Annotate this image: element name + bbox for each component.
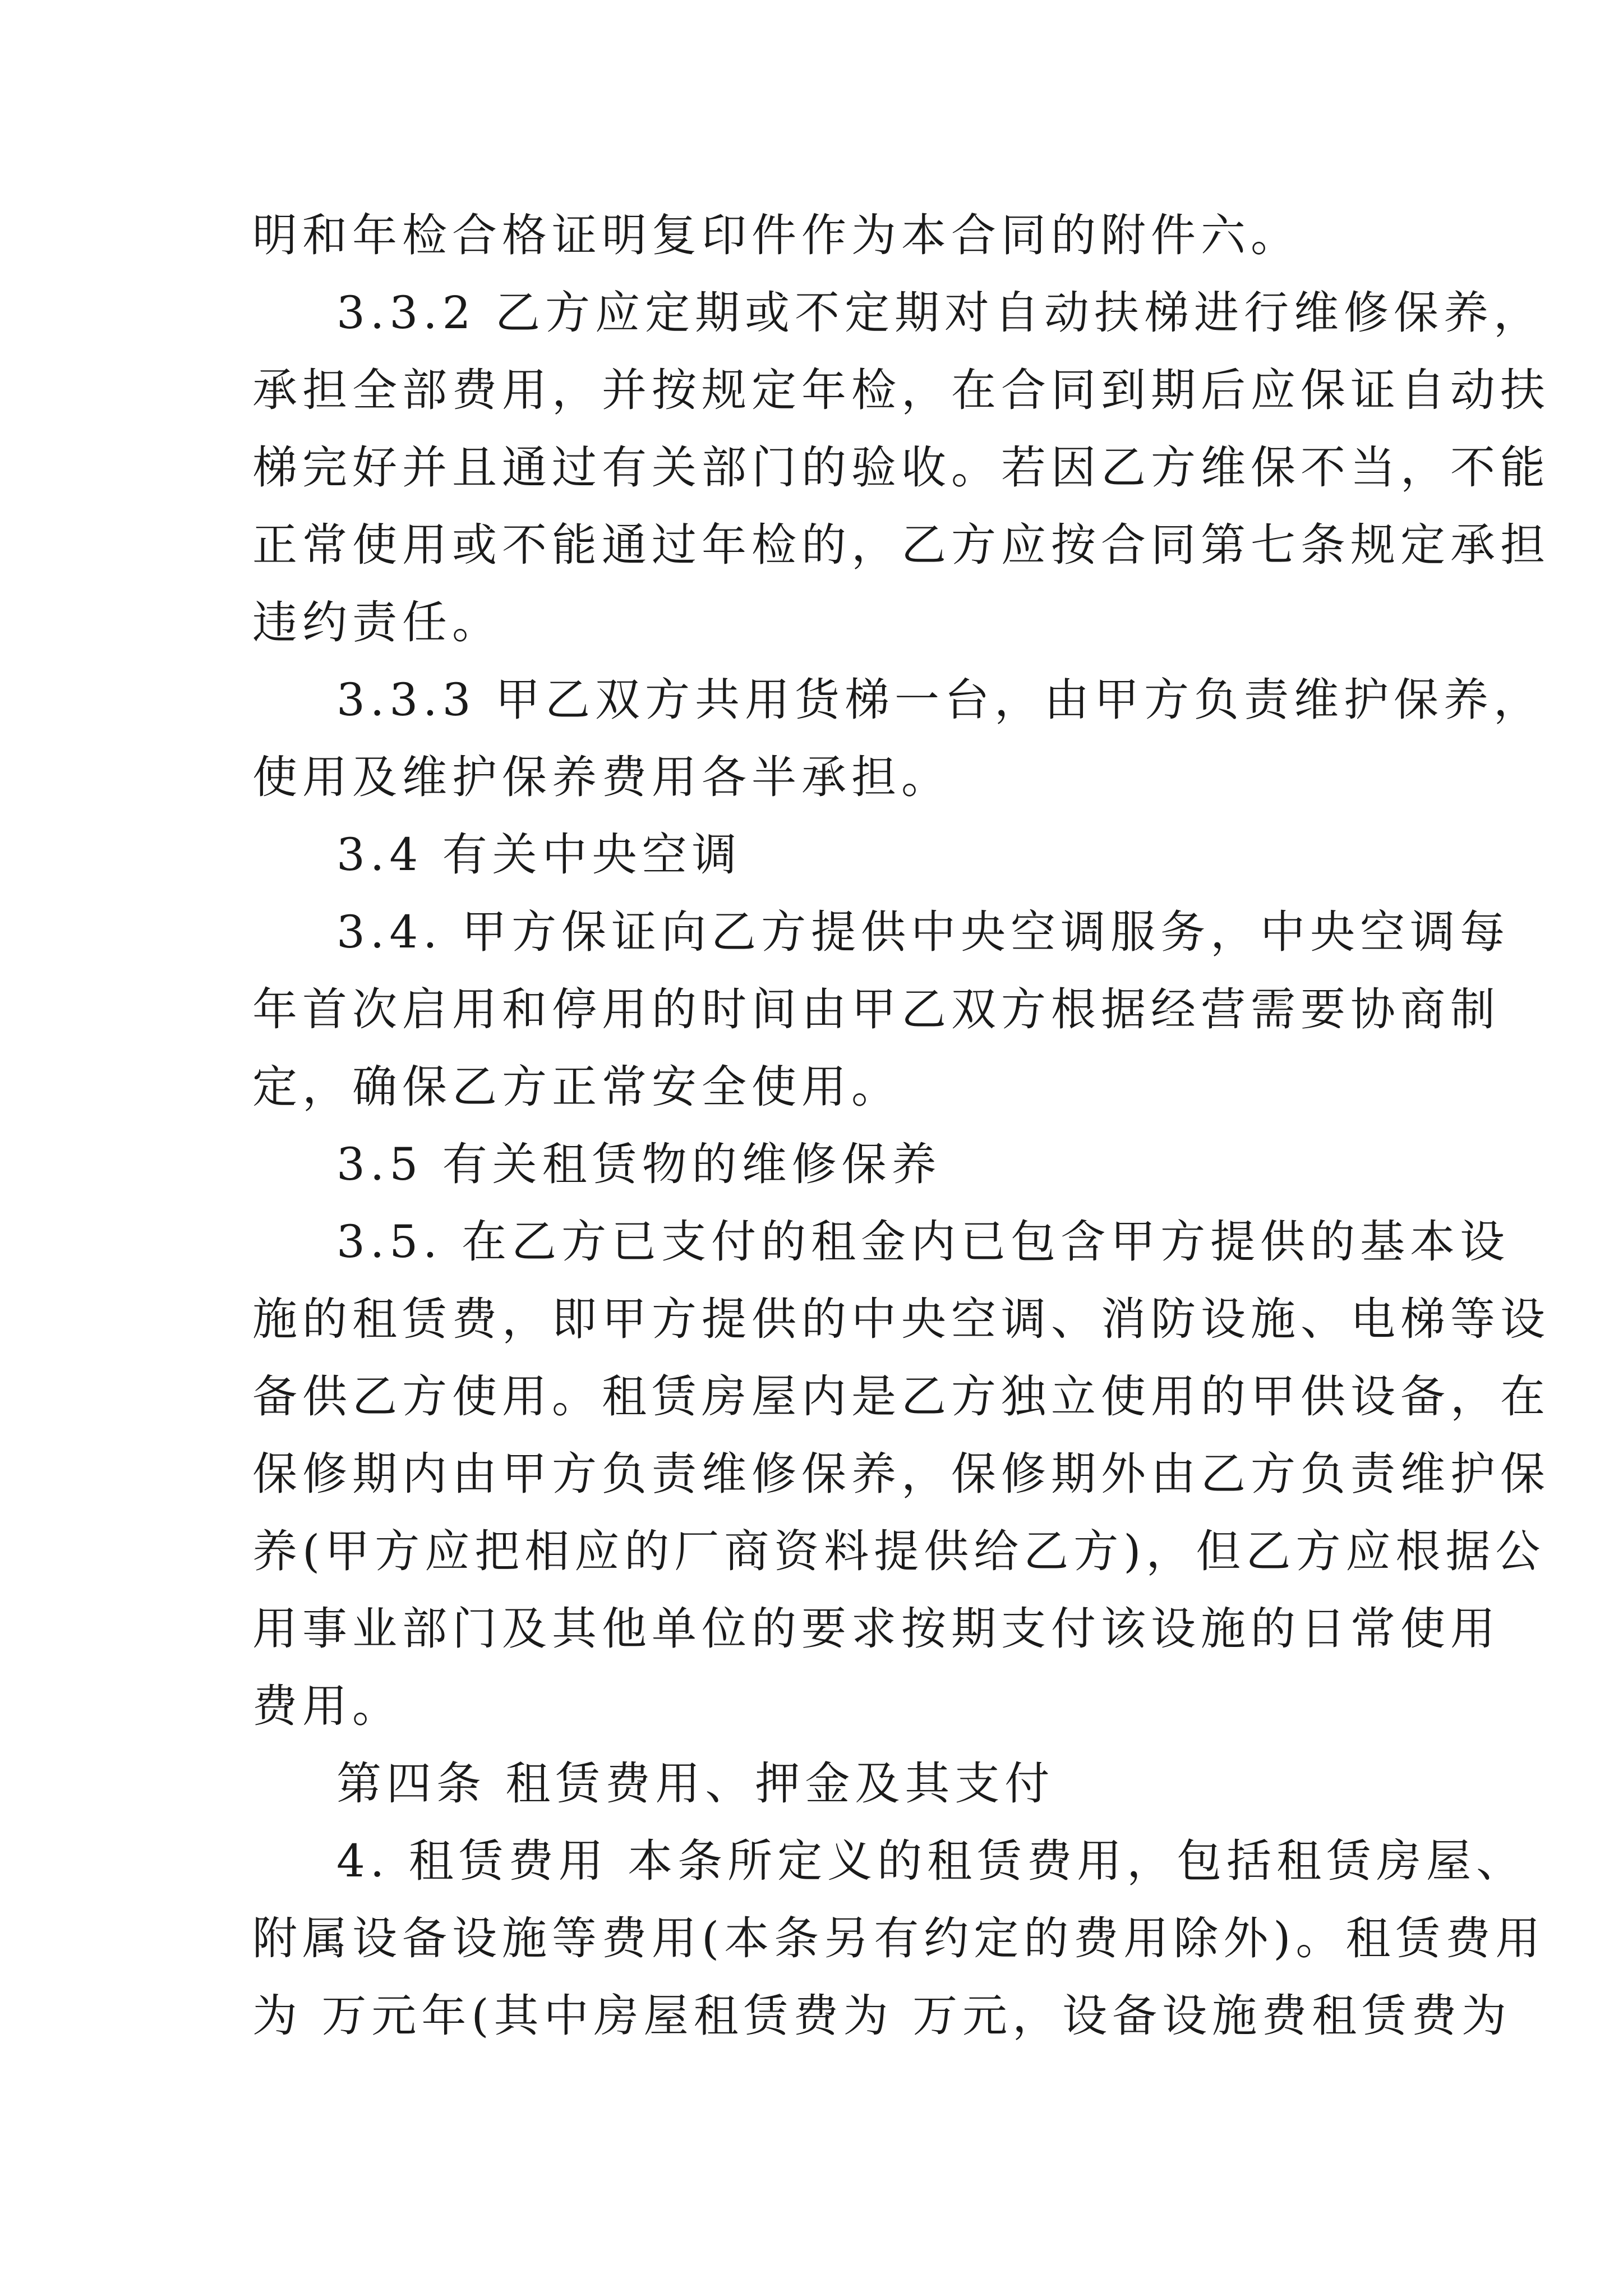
paragraph-line: 3.3.3 甲乙双方共用货梯一台，由甲方负责维护保养， bbox=[336, 674, 1543, 726]
paragraph-line: 用事业部门及其他单位的要求按期支付该设施的日常使用 bbox=[252, 1603, 1500, 1655]
section-heading: 3.4 有关中央空调 bbox=[336, 829, 742, 881]
paragraph-line: 3.4. 甲方保证向乙方提供中央空调服务，中央空调每 bbox=[336, 906, 1510, 958]
article-heading: 第四条 租赁费用、押金及其支付 bbox=[336, 1757, 1055, 1810]
paragraph-line: 承担全部费用，并按规定年检，在合同到期后应保证自动扶 bbox=[252, 364, 1550, 416]
paragraph-line: 3.3.2 乙方应定期或不定期对自动扶梯进行维修保养， bbox=[336, 287, 1543, 339]
paragraph-line: 违约责任。 bbox=[252, 596, 502, 648]
paragraph-line: 附属设备设施等费用(本条另有约定的费用除外)。租赁费用 bbox=[252, 1912, 1546, 1964]
paragraph-line: 年首次启用和停用的时间由甲乙双方根据经营需要协商制 bbox=[252, 983, 1500, 1036]
paragraph-line: 明和年检合格证明复印件作为本合同的附件六。 bbox=[252, 209, 1301, 261]
paragraph-line: 使用及维护保养费用各半承担。 bbox=[252, 751, 951, 803]
paragraph-line: 4. 租赁费用 本条所定义的租赁费用，包括租赁房屋、 bbox=[336, 1835, 1527, 1887]
paragraph-line: 定，确保乙方正常安全使用。 bbox=[252, 1061, 901, 1113]
paragraph-line: 梯完好并且通过有关部门的验收。若因乙方维保不当，不能 bbox=[252, 441, 1550, 494]
paragraph-line: 费用。 bbox=[252, 1680, 402, 1732]
paragraph-line: 施的租赁费，即甲方提供的中央空调、消防设施、电梯等设 bbox=[252, 1293, 1550, 1345]
section-heading: 3.5 有关租赁物的维修保养 bbox=[336, 1138, 942, 1190]
paragraph-line: 保修期内由甲方负责维修保养，保修期外由乙方负责维护保 bbox=[252, 1448, 1550, 1500]
paragraph-line: 养(甲方应把相应的厂商资料提供给乙方)，但乙方应根据公 bbox=[252, 1525, 1546, 1577]
paragraph-line: 为 万元年(其中房屋租赁费为 万元，设备设施费租赁费为 bbox=[252, 1990, 1512, 2042]
paragraph-line: 正常使用或不能通过年检的，乙方应按合同第七条规定承担 bbox=[252, 519, 1550, 571]
paragraph-line: 3.5. 在乙方已支付的租金内已包含甲方提供的基本设 bbox=[336, 1216, 1510, 1268]
paragraph-line: 备供乙方使用。租赁房屋内是乙方独立使用的甲供设备，在 bbox=[252, 1370, 1550, 1423]
